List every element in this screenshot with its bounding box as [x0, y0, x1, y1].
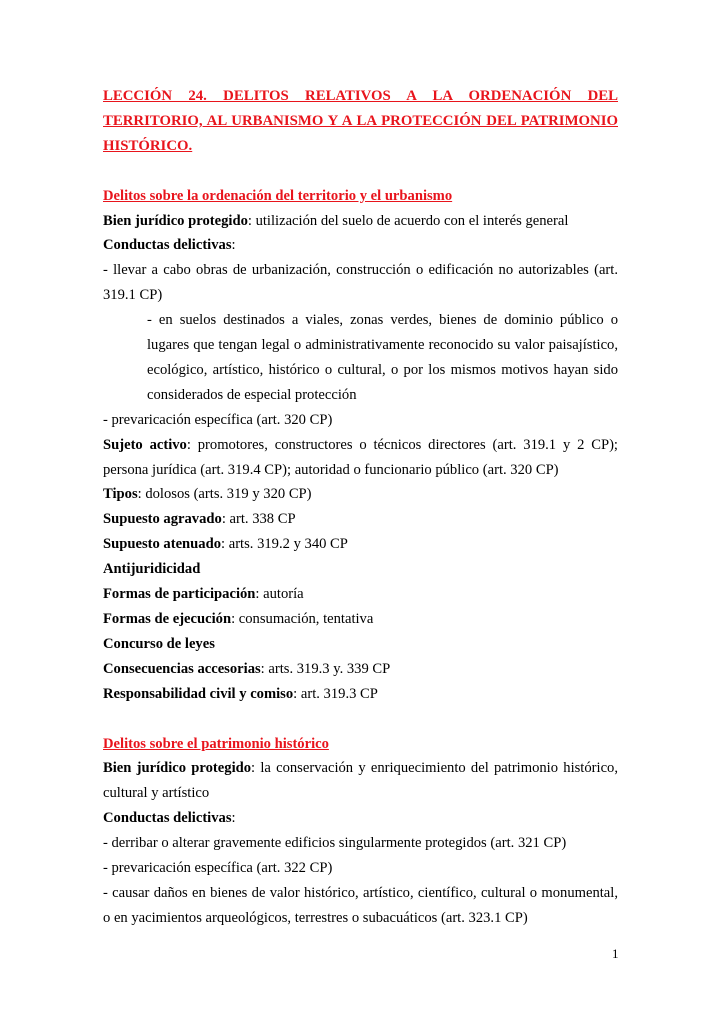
conductas-label-2 — [103, 806, 618, 831]
value: : art. 319.3 CP — [293, 685, 378, 702]
sub-conducta-line-2: lugares que tengan legal o administrativamente reconocido su valor paisajístico, — [147, 337, 618, 354]
sub-conducta-line-3: ecológico, artístico, histórico o cultural, o por los mismos motivos hayan sido — [147, 361, 618, 378]
label: Bien jurídico protegido — [103, 212, 248, 229]
sub-conducta-line-1: - en suelos destinados a viales, zonas verdes, bienes de dominio público o — [147, 312, 618, 329]
label: Conductas delictivas — [103, 810, 232, 827]
lesson-title-line-3: HISTÓRICO. — [103, 137, 193, 154]
section-heading-patrimonio: Delitos sobre el patrimonio histórico — [103, 735, 329, 752]
value: : dolosos (arts. 319 y 320 CP) — [137, 486, 312, 503]
responsabilidad-civil — [103, 682, 618, 707]
consecuencias-accesorias — [103, 657, 618, 682]
conducta-1-line-2: 319.1 CP) — [103, 287, 163, 304]
formas-ejecucion — [103, 607, 618, 632]
tipos — [103, 482, 618, 507]
conducta-2: - prevaricación específica (art. 320 CP) — [103, 411, 333, 428]
lesson-title-line-2: TERRITORIO, AL URBANISMO Y A LA PROTECCIÓN DEL PATRIMONIO — [103, 112, 618, 129]
antijuridicidad — [103, 557, 618, 582]
spacer — [103, 159, 618, 184]
document-page — [103, 84, 618, 931]
conducta-patrimonio-3-line-2: o en yacimientos arqueológicos, terrestres o subacuáticos (art. 323.1 CP) — [103, 909, 528, 926]
conducta-patrimonio-2: - prevaricación específica (art. 322 CP) — [103, 860, 333, 877]
label: Supuesto agravado — [103, 511, 222, 528]
concurso-leyes — [103, 632, 618, 657]
sujeto-activo-line-1 — [103, 433, 618, 458]
conducta-patrimonio-3-line-1: - causar daños en bienes de valor histórico, artístico, científico, cultural o monumental, — [103, 884, 618, 901]
label: Sujeto activo — [103, 436, 187, 453]
sujeto-activo-line-2: persona jurídica (art. 319.4 CP); autoridad o funcionario público (art. 320 CP) — [103, 461, 559, 478]
label: Responsabilidad civil y comiso — [103, 685, 294, 702]
supuesto-atenuado — [103, 532, 618, 557]
label: Supuesto atenuado — [103, 536, 222, 553]
colon: : — [231, 237, 236, 254]
value: : arts. 319.3 y. 339 CP — [260, 660, 391, 677]
conducta-patrimonio-1: - derribar o alterar gravemente edificios singularmente protegidos (art. 321 CP) — [103, 835, 567, 852]
value: : art. 338 CP — [221, 511, 296, 528]
label: Concurso de leyes — [103, 635, 215, 652]
value: : la conservación y enriquecimiento del patrimonio histórico, — [251, 760, 618, 777]
value: : arts. 319.2 y 340 CP — [221, 536, 348, 553]
label: Consecuencias accesorias — [103, 660, 261, 677]
bien-juridico-1 — [103, 209, 618, 234]
sub-conducta-line-4: considerados de especial protección — [147, 386, 357, 403]
formas-participacion — [103, 582, 618, 607]
label: Bien jurídico protegido — [103, 760, 252, 777]
value: : utilización del suelo de acuerdo con el interés general — [247, 212, 569, 229]
spacer — [103, 707, 618, 732]
value: : autoría — [255, 586, 304, 603]
bien-juridico-2-line-2: cultural y artístico — [103, 785, 210, 802]
label: Antijuridicidad — [103, 561, 201, 578]
colon: : — [231, 810, 236, 827]
value: : consumación, tentativa — [231, 611, 374, 628]
conductas-label-1 — [103, 233, 618, 258]
label: Formas de ejecución — [103, 611, 232, 628]
label: Tipos — [103, 486, 138, 503]
value: : promotores, constructores o técnicos directores (art. 319.1 y 2 CP); — [186, 436, 618, 453]
label: Conductas delictivas — [103, 237, 232, 254]
page-number: 1 — [612, 946, 619, 961]
label: Formas de participación — [103, 586, 256, 603]
conducta-1-line-1: - llevar a cabo obras de urbanización, construcción o edificación no autorizables (art. — [103, 262, 618, 279]
supuesto-agravado — [103, 507, 618, 532]
section-heading-urbanismo: Delitos sobre la ordenación del territorio y el urbanismo — [103, 187, 453, 204]
lesson-title-line-1: LECCIÓN 24. DELITOS RELATIVOS A LA ORDENACIÓN DEL — [103, 88, 618, 104]
bien-juridico-2-line-1 — [103, 756, 618, 781]
